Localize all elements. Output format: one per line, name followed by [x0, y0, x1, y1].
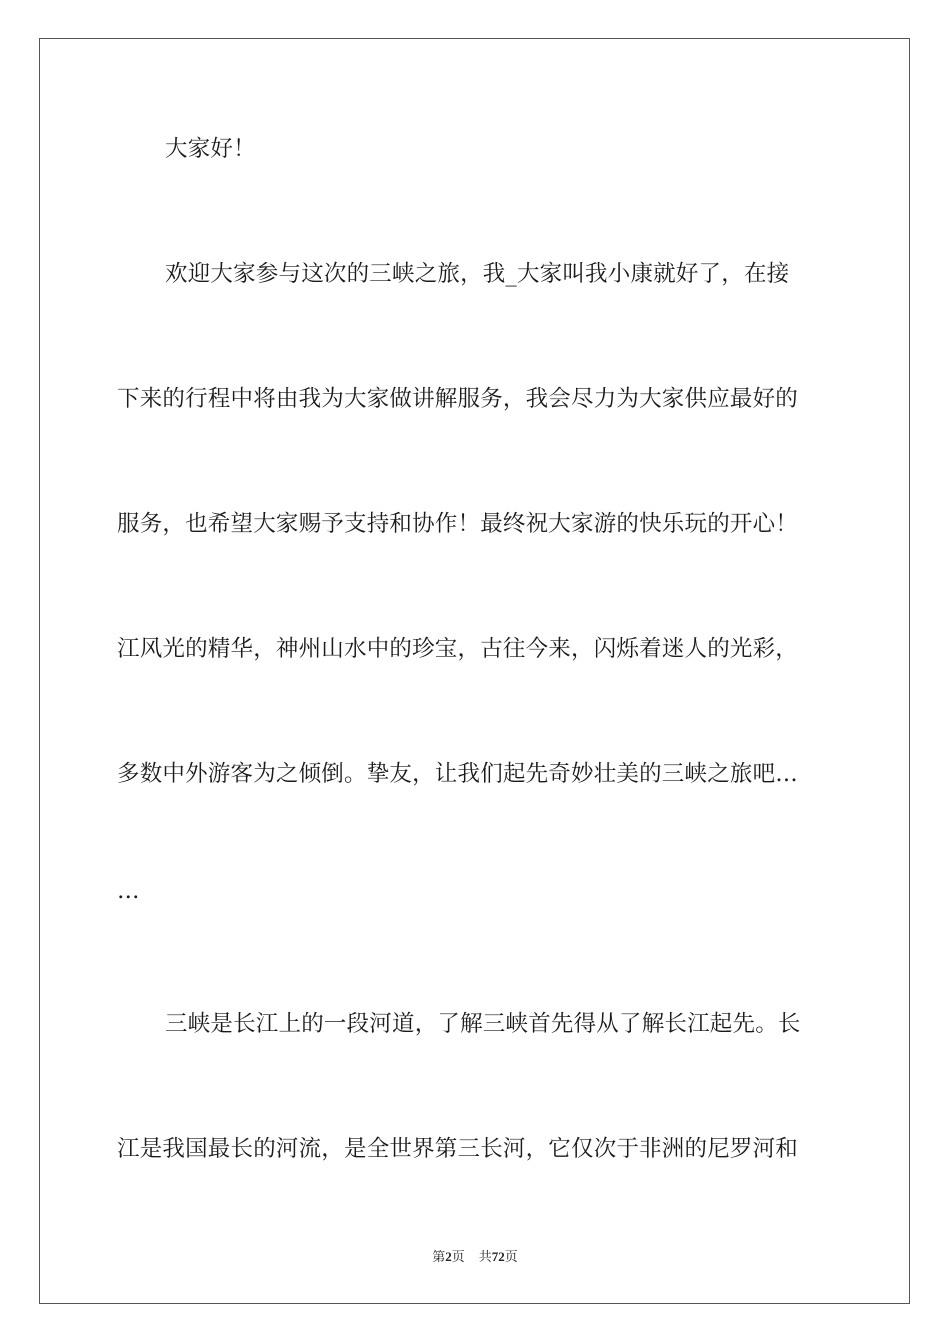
paragraph-line: 江是我国最长的河流，是全世界第三长河，它仅次于非洲的尼罗河和 — [117, 1136, 799, 1162]
total-pages: 72 — [491, 1249, 505, 1264]
total-suffix: 页 — [504, 1250, 518, 1265]
greeting-line: 大家好！ — [165, 136, 256, 162]
paragraph-line: 多数中外游客为之倾倒。挚友，让我们起先奇妙壮美的三峡之旅吧… — [117, 761, 799, 787]
paragraph-line: 欢迎大家参与这次的三峡之旅，我_大家叫我小康就好了，在接 — [165, 261, 790, 287]
total-prefix: 共 — [478, 1250, 492, 1265]
page-footer — [0, 1248, 950, 1267]
page-prefix: 第 — [432, 1250, 446, 1265]
paragraph-line: 下来的行程中将由我为大家做讲解服务，我会尽力为大家供应最好的 — [117, 386, 799, 412]
paragraph-line: 服务，也希望大家赐予支持和协作！最终祝大家游的快乐玩的开心！ — [117, 511, 799, 537]
paragraph-line: 三峡是长江上的一段河道，了解三峡首先得从了解长江起先。长 — [165, 1011, 801, 1037]
page-suffix: 页 — [451, 1250, 465, 1265]
paragraph-line: … — [117, 878, 140, 904]
page-border — [39, 38, 910, 1304]
page-number: 2 — [445, 1249, 452, 1264]
paragraph-line: 江风光的精华，神州山水中的珍宝，古往今来，闪烁着迷人的光彩， — [117, 636, 799, 662]
